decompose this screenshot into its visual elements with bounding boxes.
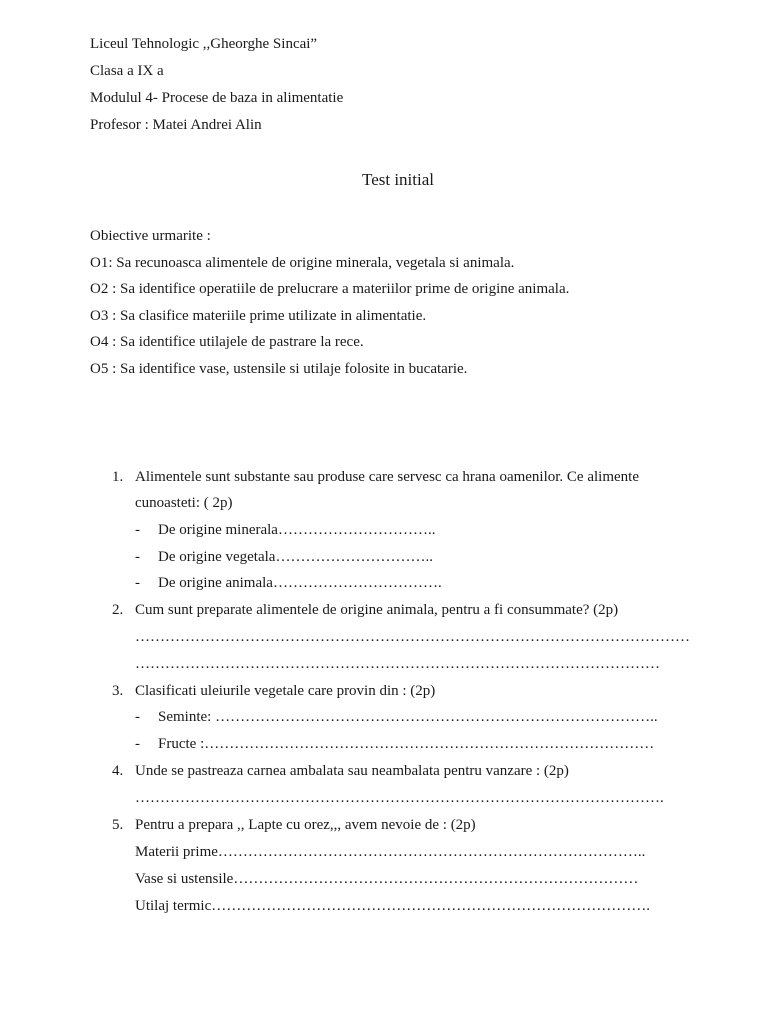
objective-item: O1: Sa recunoasca alimentele de origine minerala, vegetala si animala. — [90, 255, 515, 271]
list-dash: - — [135, 575, 140, 591]
question-text: Pentru a prepara ,, Lapte cu orez,,, avem nevoie de : (2p) — [135, 817, 476, 833]
answer-subitem: Fructe :……………………………………………………………………………… — [158, 736, 655, 752]
question-text: Unde se pastreaza carnea ambalata sau neambalata pentru vanzare : (2p) — [135, 763, 569, 779]
school-name: Liceul Tehnologic ,,Gheorghe Sincai” — [90, 36, 318, 52]
question-number: 3. — [112, 683, 124, 699]
teacher-name: Profesor : Matei Andrei Alin — [90, 117, 262, 133]
question-number: 2. — [112, 602, 124, 618]
list-dash: - — [135, 709, 140, 725]
question-text: Clasificati uleiurile vegetale care provin din : (2p) — [135, 683, 436, 699]
answer-line: ……………………………………………………………………………………………. — [135, 790, 664, 806]
answer-line: ………………………………………………………………………………………………… — [135, 629, 690, 645]
page-title: Test initial — [362, 170, 434, 189]
objectives-heading: Obiective urmarite : — [90, 228, 211, 244]
question-text: Cum sunt preparate alimentele de origine animala, pentru a fi consummate? (2p) — [135, 602, 619, 618]
answer-subitem: Seminte: …………………………………………………………………………….. — [158, 709, 658, 725]
objective-item: O3 : Sa clasifice materiile prime utilizate in alimentatie. — [90, 308, 427, 324]
question-number: 1. — [112, 469, 124, 485]
objective-item: O2 : Sa identifice operatiile de prelucrare a materiilor prime de origine animala. — [90, 281, 570, 297]
answer-subitem: De origine minerala………………………….. — [158, 522, 436, 538]
objective-item: O4 : Sa identifice utilajele de pastrare la rece. — [90, 334, 364, 350]
answer-line: Materii prime………………………………………………………………………….. — [135, 844, 646, 860]
list-dash: - — [135, 522, 140, 538]
answer-line: …………………………………………………………………………………………… — [135, 656, 660, 672]
module-name: Modulul 4- Procese de baza in alimentatie — [90, 90, 344, 106]
question-text: Alimentele sunt substante sau produse care servesc ca hrana oamenilor. Ce alimente — [135, 469, 639, 485]
answer-line: Utilaj termic……………………………………………………………………………. — [135, 898, 650, 914]
objective-item: O5 : Sa identifice vase, ustensile si utilaje folosite in bucatarie. — [90, 361, 468, 377]
question-text: cunoasteti: ( 2p) — [135, 495, 233, 511]
list-dash: - — [135, 549, 140, 565]
list-dash: - — [135, 736, 140, 752]
answer-line: Vase si ustensile……………………………………………………………………… — [135, 871, 639, 887]
answer-subitem: De origine vegetala………………………….. — [158, 549, 433, 565]
question-number: 5. — [112, 817, 124, 833]
answer-subitem: De origine animala……………………………. — [158, 575, 442, 591]
question-number: 4. — [112, 763, 124, 779]
class-name: Clasa a IX a — [90, 63, 164, 79]
